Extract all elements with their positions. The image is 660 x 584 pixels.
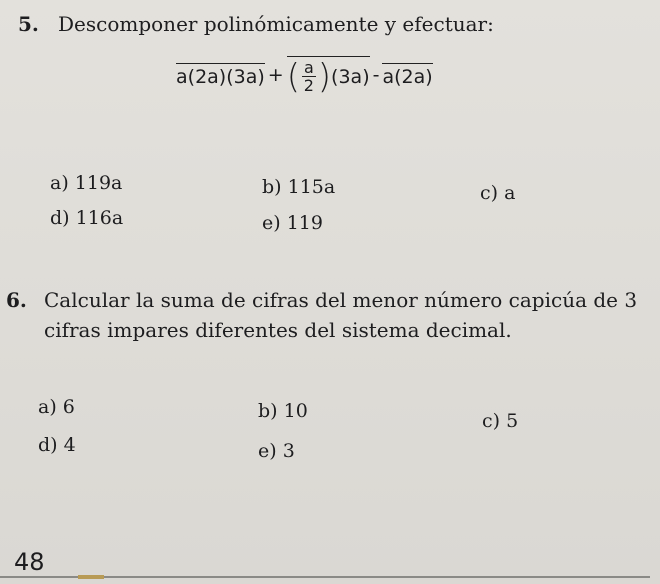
fraction-numerator: a: [303, 58, 314, 77]
question-5-formula: [176, 56, 433, 97]
minus-sign: -: [372, 64, 380, 86]
question-6-number: 6.: [6, 288, 27, 312]
question-6-line1: Calcular la suma de cifras del menor número capicúa de 3: [44, 288, 638, 312]
q5-option-b[interactable]: b) 115a: [262, 176, 336, 198]
q6-option-a[interactable]: a) 6: [38, 396, 75, 418]
question-5-text: Descomponer polinómicamente y efectuar:: [58, 12, 494, 36]
q5-option-d[interactable]: d) 116a: [50, 207, 124, 229]
paren-open: (: [286, 56, 300, 97]
plus-sign: +: [267, 64, 284, 86]
q5-option-a[interactable]: a) 119a: [50, 172, 123, 194]
fraction-denominator: 2: [303, 76, 314, 95]
footer-highlight-mark: [78, 575, 104, 579]
q5-option-e[interactable]: e) 119: [262, 212, 323, 234]
fraction: [302, 59, 316, 94]
term3: [382, 63, 432, 88]
q6-option-b[interactable]: b) 10: [258, 400, 308, 422]
term2-rest: (3a): [331, 65, 370, 88]
q5-option-c[interactable]: c) a: [480, 182, 516, 204]
paren-close: ): [317, 56, 332, 97]
term1-digits: (2a)(3a): [187, 65, 265, 88]
page-number: 48: [14, 548, 45, 576]
term1: [176, 63, 265, 88]
question-5-number: 5.: [18, 12, 39, 36]
term1-coef: a: [176, 65, 188, 88]
term3-digits: (2a): [394, 65, 433, 88]
term3-coef: a: [382, 65, 395, 88]
q6-option-d[interactable]: d) 4: [38, 434, 76, 456]
question-6-line2: cifras impares diferentes del sistema decimal.: [44, 318, 512, 342]
q6-option-e[interactable]: e) 3: [258, 440, 295, 462]
term2: [286, 56, 370, 97]
q6-option-c[interactable]: c) 5: [482, 410, 519, 432]
